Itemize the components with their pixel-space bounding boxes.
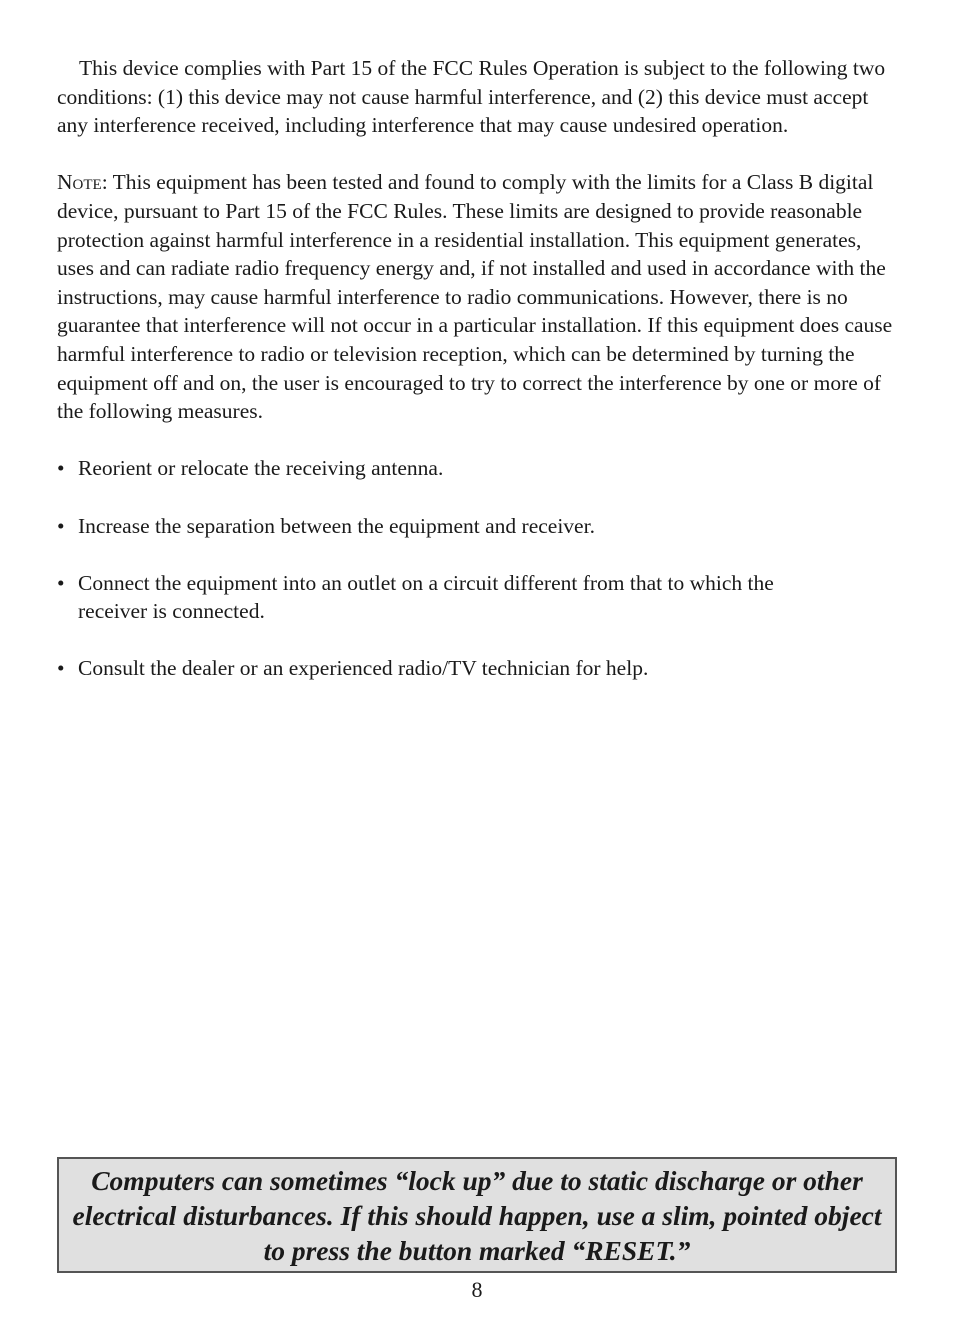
measure-text: Consult the dealer or an experienced radio/TV technician for help. <box>78 656 649 681</box>
page-number: 8 <box>471 1277 483 1302</box>
paragraph-spacer <box>57 140 895 169</box>
document-body <box>57 54 895 712</box>
note-paragraph <box>57 168 895 425</box>
measure-text: Increase the separation between the equipment and receiver. <box>78 513 595 538</box>
bullet-icon: • <box>57 456 65 481</box>
reset-notice-text: Computers can sometimes “lock up” due to static discharge or other electrical disturbances. If this should happen, use a slim, pointed object to press the button marked “RESET.” <box>72 1164 882 1266</box>
note-lead: Note <box>57 170 102 195</box>
compliance-paragraph: This device complies with Part 15 of the FCC Rules Operation is subject to the following two conditions: (1) this device may not cause harmful interference, and (2) this device must accept any interference received, including interference that may cause undesired operation. <box>57 56 886 138</box>
list-item <box>57 512 895 541</box>
reset-notice-box <box>57 1157 897 1273</box>
list-item <box>57 454 895 483</box>
note-text: : This equipment has been tested and found to comply with the limits for a Class B digital device, pursuant to Part 15 of the FCC Rules. These limits are designed to provide reasonable protection against harmful interference in a residential installation. This equipment generates, uses and can radiate radio frequency energy and, if not installed and used in accordance with the instructions, may cause harmful interference to radio communications. However, there is no guarantee that interference will not occur in a particular installation. If this equipment does cause harmful interference to radio or television reception, which can be determined by turning the equipment off and on, the user is encouraged to try to correct the interference by one or more of the following measures. <box>57 170 893 424</box>
measure-text: Connect the equipment into an outlet on a circuit different from that to which the receiver is connected. <box>78 570 774 624</box>
list-item <box>57 569 778 626</box>
bullet-icon: • <box>57 656 65 681</box>
bullet-icon: • <box>57 513 65 538</box>
measure-text: Reorient or relocate the receiving antenna. <box>78 456 444 481</box>
bullet-icon: • <box>57 570 65 595</box>
paragraph-spacer <box>57 426 895 455</box>
list-item <box>57 654 895 683</box>
measures-list <box>57 454 895 683</box>
